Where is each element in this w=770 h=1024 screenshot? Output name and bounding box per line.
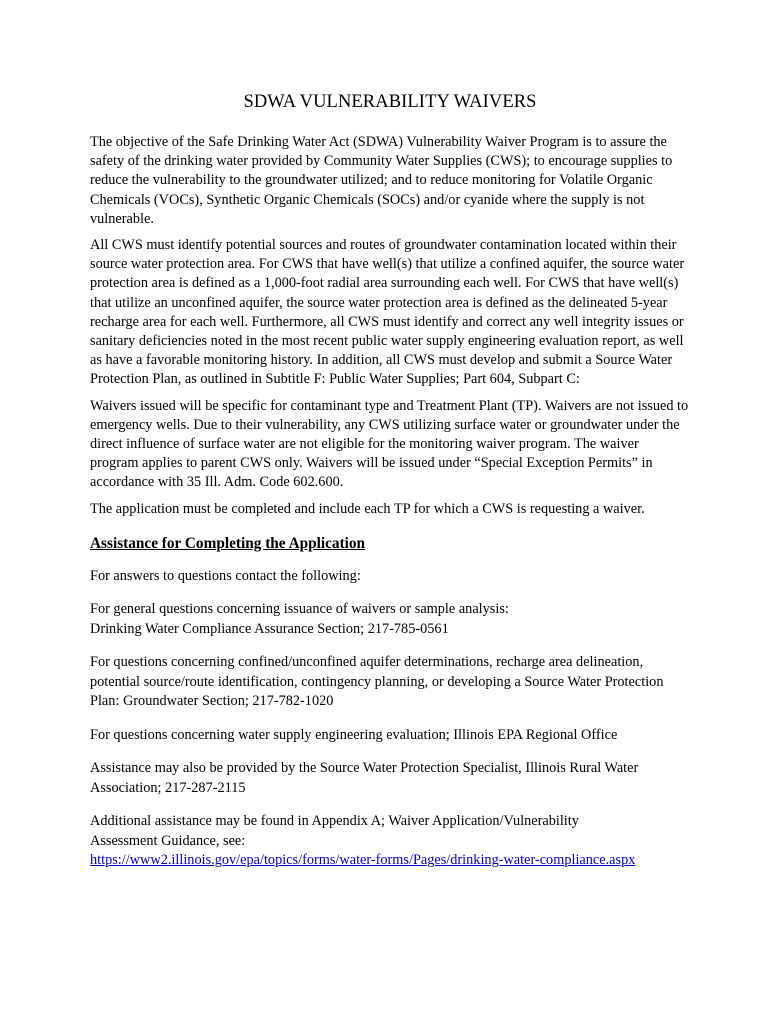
assistance-aquifer: For questions concerning confined/unconfined aquifer determinations, recharge area delineation, potential source/route identification, contingency planning, or developing a Source Water Protection Plan: Groundwater Section; 217-782-1020 bbox=[90, 654, 664, 710]
section-heading-assistance: Assistance for Completing the Application bbox=[90, 534, 366, 552]
assistance-general bbox=[90, 600, 690, 639]
assistance-intro: For answers to questions contact the following: bbox=[90, 567, 361, 584]
guidance-link[interactable]: https://www2.illinois.gov/epa/topics/forms/water-forms/Pages/drinking-water-compliance.aspx bbox=[90, 852, 636, 869]
assistance-rural-water: Assistance may also be provided by the Source Water Protection Specialist, Illinois Rural Water Association; 217-287-2115 bbox=[90, 760, 639, 796]
paragraph-requirements: All CWS must identify potential sources and routes of groundwater contamination located within their source water protection area. For CWS that have well(s) that utilize a confined aquifer, the source water protection area is defined as a 1,000-foot radial area surrounding each well. For CWS that have well(s) that utilize an unconfined aquifer, the source water protection area is defined as the delineated 5-year recharge area for each well. Furthermore, all CWS must identify and correct any well integrity issues or sanitary deficiencies noted in the most recent public water supply engineering evaluation report, as well as have a favorable monitoring history. In addition, all CWS must develop and submit a Source Water Protection Plan, as outlined in Subtitle F: Public Water Supplies; Part 604, Subpart C: bbox=[90, 237, 685, 388]
paragraph-objective: The objective of the Safe Drinking Water Act (SDWA) Vulnerability Waiver Program is to assure the safety of the drinking water provided by Community Water Supplies (CWS); to encourage supplies to reduce the vulnerability to the groundwater utilized; and to reduce monitoring for Volatile Organic Chemicals (VOCs), Synthetic Organic Chemicals (SOCs) and/or cyanide where the supply is not vulnerable. bbox=[90, 134, 673, 227]
assistance-general-question: For general questions concerning issuance of waivers or sample analysis: bbox=[90, 601, 509, 618]
document-page bbox=[90, 92, 690, 885]
assistance-general-contact: Drinking Water Compliance Assurance Section; 217-785-0561 bbox=[90, 620, 449, 637]
assistance-additional-see: Assessment Guidance, see: bbox=[90, 832, 246, 849]
assistance-engineering: For questions concerning water supply engineering evaluation; Illinois EPA Regional Office bbox=[90, 726, 618, 743]
assistance-additional-text: Additional assistance may be found in Appendix A; Waiver Application/Vulnerability bbox=[90, 813, 579, 830]
page-title: SDWA VULNERABILITY WAIVERS bbox=[243, 92, 537, 112]
paragraph-waivers: Waivers issued will be specific for contaminant type and Treatment Plant (TP). Waivers are not issued to emergency wells. Due to their vulnerability, any CWS utilizing surface water or groundwater under the direct influence of surface water are not eligible for the monitoring waiver program. The waiver program applies to parent CWS only. Waivers will be issued under “Special Exception Permits” in accordance with 35 Ill. Adm. Code 602.600. bbox=[90, 397, 689, 491]
assistance-additional bbox=[90, 812, 690, 871]
paragraph-application: The application must be completed and include each TP for which a CWS is requesting a waiver. bbox=[90, 500, 645, 517]
